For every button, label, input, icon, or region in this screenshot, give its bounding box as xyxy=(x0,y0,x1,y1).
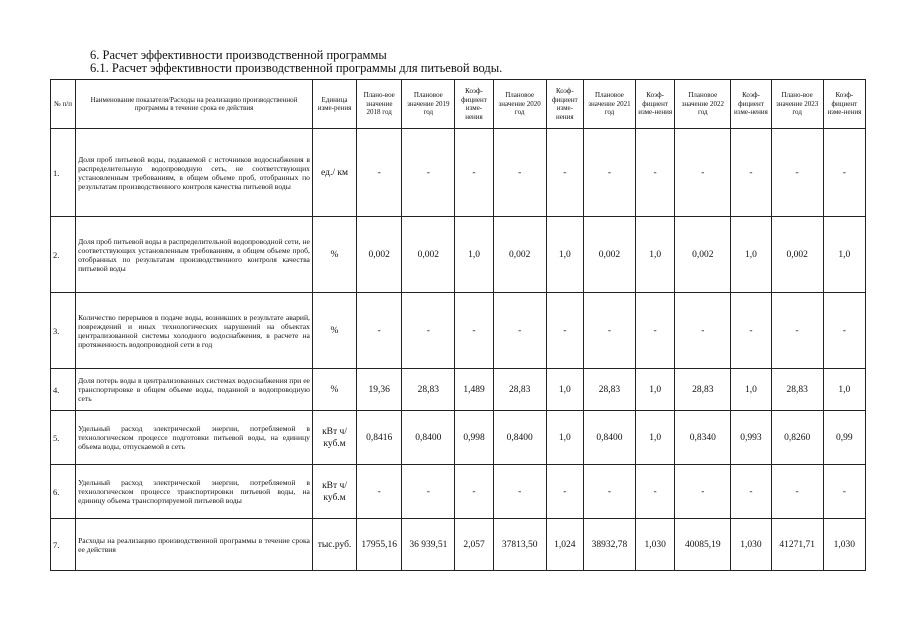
efficiency-table xyxy=(50,79,866,571)
value-cell: - xyxy=(675,293,731,369)
row-number: 3. xyxy=(51,293,76,369)
column-header: Коэф-фициент изме-нения xyxy=(546,80,583,129)
value-cell: - xyxy=(357,465,402,519)
row-number: 5. xyxy=(51,411,76,465)
unit-cell: кВт ч/куб.м xyxy=(312,411,356,465)
value-cell: 1,0 xyxy=(546,217,583,293)
row-number: 6. xyxy=(51,465,76,519)
column-header: Коэф-фициент изме-нения xyxy=(731,80,771,129)
value-cell: - xyxy=(455,465,493,519)
value-cell: 1,0 xyxy=(636,411,675,465)
value-cell: 1,0 xyxy=(731,217,771,293)
value-cell: 38932,78 xyxy=(583,519,635,571)
value-cell: 1,0 xyxy=(546,369,583,411)
value-cell: - xyxy=(455,129,493,217)
column-header: Коэф-фициент изме-нения xyxy=(823,80,865,129)
value-cell: - xyxy=(546,293,583,369)
column-header: Коэф-фициент изме-нения xyxy=(455,80,493,129)
value-cell: 1,0 xyxy=(455,217,493,293)
value-cell: - xyxy=(636,293,675,369)
indicator-name: Удельный расход электрической энергии, потребляемой в технологическом процессе транспортировки питьевой воды, на единицу объема транспортируемой питьевой воды xyxy=(76,465,313,519)
value-cell: - xyxy=(675,129,731,217)
column-header: Наименование показателя/Расходы на реализацию производственной программы в течение срока ее действия xyxy=(76,80,313,129)
indicator-name: Доля потерь воды в централизованных системах водоснабжения при ее транспортировке в общем объеме воды, поданной в водопроводную сеть xyxy=(76,369,313,411)
value-cell: - xyxy=(583,465,635,519)
value-cell: 0,998 xyxy=(455,411,493,465)
value-cell: 0,002 xyxy=(357,217,402,293)
value-cell: 1,0 xyxy=(823,217,865,293)
row-number: 7. xyxy=(51,519,76,571)
table-row xyxy=(51,465,866,519)
value-cell: 1,0 xyxy=(636,217,675,293)
value-cell: - xyxy=(731,293,771,369)
indicator-name: Доля проб питьевой воды, подаваемой с источников водоснабжения в распределительную водопроводную сеть, не соответствующих установленным требованиям, в общем объеме проб, отобранных по результатам производственного контроля качества питьевой воды xyxy=(76,129,313,217)
value-cell: - xyxy=(731,129,771,217)
value-cell: 19,36 xyxy=(357,369,402,411)
value-cell: - xyxy=(823,293,865,369)
value-cell: 36 939,51 xyxy=(402,519,455,571)
subsection-heading: 6.1. Расчет эффективности производственной программы для питьевой воды. xyxy=(90,61,503,75)
table-row xyxy=(51,129,866,217)
value-cell: - xyxy=(583,293,635,369)
value-cell: - xyxy=(675,465,731,519)
value-cell: 17955,16 xyxy=(357,519,402,571)
row-number: 4. xyxy=(51,369,76,411)
value-cell: - xyxy=(402,293,455,369)
value-cell: 1,030 xyxy=(823,519,865,571)
value-cell: - xyxy=(493,129,546,217)
value-cell: 1,0 xyxy=(546,411,583,465)
value-cell: 0,8400 xyxy=(493,411,546,465)
column-header: Плановое значение 2020 год xyxy=(493,80,546,129)
value-cell: - xyxy=(823,129,865,217)
column-header: Плано-вое значение 2018 год xyxy=(357,80,402,129)
value-cell: 0,002 xyxy=(493,217,546,293)
value-cell: - xyxy=(546,129,583,217)
value-cell: 1,030 xyxy=(636,519,675,571)
table-row xyxy=(51,293,866,369)
column-header: Плановое значение 2021 год xyxy=(583,80,635,129)
value-cell: 0,002 xyxy=(675,217,731,293)
table-row xyxy=(51,217,866,293)
column-header: № п/п xyxy=(51,80,76,129)
value-cell: 28,83 xyxy=(583,369,635,411)
table-header-row xyxy=(51,80,866,129)
value-cell: 0,8260 xyxy=(771,411,823,465)
value-cell: - xyxy=(493,293,546,369)
value-cell: 1,030 xyxy=(731,519,771,571)
indicator-name: Доля проб питьевой воды в распределительной водопроводной сети, не соответствующих установленным требованиям, в общем объеме проб, отобранных по результатам производственного контроля качества питьевой воды xyxy=(76,217,313,293)
value-cell: - xyxy=(455,293,493,369)
unit-cell: кВт ч/куб.м xyxy=(312,465,356,519)
value-cell: - xyxy=(823,465,865,519)
value-cell: 28,83 xyxy=(402,369,455,411)
value-cell: - xyxy=(771,465,823,519)
value-cell: - xyxy=(771,293,823,369)
table-row xyxy=(51,411,866,465)
section-heading: 6. Расчет эффективности производственной программы xyxy=(90,48,387,62)
value-cell: 2,057 xyxy=(455,519,493,571)
column-header: Плановое значение 2019 год xyxy=(402,80,455,129)
column-header: Коэф-фициент изме-нения xyxy=(636,80,675,129)
value-cell: - xyxy=(402,129,455,217)
indicator-name: Удельный расход электрической энергии, потребляемой в технологическом процессе подготовки питьевой воды, на единицу объема воды, отпускаемой в сеть xyxy=(76,411,313,465)
value-cell: 0,8416 xyxy=(357,411,402,465)
value-cell: 0,8400 xyxy=(402,411,455,465)
row-number: 2. xyxy=(51,217,76,293)
value-cell: 1,0 xyxy=(823,369,865,411)
value-cell: - xyxy=(493,465,546,519)
value-cell: 1,0 xyxy=(636,369,675,411)
value-cell: 0,99 xyxy=(823,411,865,465)
column-header: Плано-вое значение 2023 год xyxy=(771,80,823,129)
value-cell: - xyxy=(636,465,675,519)
value-cell: 0,993 xyxy=(731,411,771,465)
value-cell: 0,002 xyxy=(583,217,635,293)
value-cell: 1,0 xyxy=(731,369,771,411)
value-cell: 0,8340 xyxy=(675,411,731,465)
unit-cell: ед./ км xyxy=(312,129,356,217)
value-cell: 0,002 xyxy=(771,217,823,293)
value-cell: 37813,50 xyxy=(493,519,546,571)
column-header: Плановое значение 2022 год xyxy=(675,80,731,129)
value-cell: 28,83 xyxy=(675,369,731,411)
table-row xyxy=(51,369,866,411)
table-row xyxy=(51,519,866,571)
value-cell: - xyxy=(402,465,455,519)
value-cell: 0,8400 xyxy=(583,411,635,465)
value-cell: 0,002 xyxy=(402,217,455,293)
value-cell: - xyxy=(583,129,635,217)
value-cell: - xyxy=(357,129,402,217)
unit-cell: % xyxy=(312,217,356,293)
row-number: 1. xyxy=(51,129,76,217)
value-cell: 1,024 xyxy=(546,519,583,571)
value-cell: - xyxy=(546,465,583,519)
unit-cell: тыс.руб. xyxy=(312,519,356,571)
value-cell: 1,489 xyxy=(455,369,493,411)
value-cell: - xyxy=(771,129,823,217)
unit-cell: % xyxy=(312,293,356,369)
value-cell: - xyxy=(636,129,675,217)
value-cell: - xyxy=(731,465,771,519)
indicator-name: Количество перерывов в подаче воды, возникших в результате аварий, повреждений и иных технологических нарушений на объектах централизованной системы холодного водоснабжения, в расчете на протяженность водопроводной сети в год xyxy=(76,293,313,369)
value-cell: 28,83 xyxy=(771,369,823,411)
value-cell: 40085,19 xyxy=(675,519,731,571)
value-cell: 28,83 xyxy=(493,369,546,411)
value-cell: - xyxy=(357,293,402,369)
column-header: Единица изме-рения xyxy=(312,80,356,129)
value-cell: 41271,71 xyxy=(771,519,823,571)
unit-cell: % xyxy=(312,369,356,411)
indicator-name: Расходы на реализацию производственной программы в течение срока ее действия xyxy=(76,519,313,571)
